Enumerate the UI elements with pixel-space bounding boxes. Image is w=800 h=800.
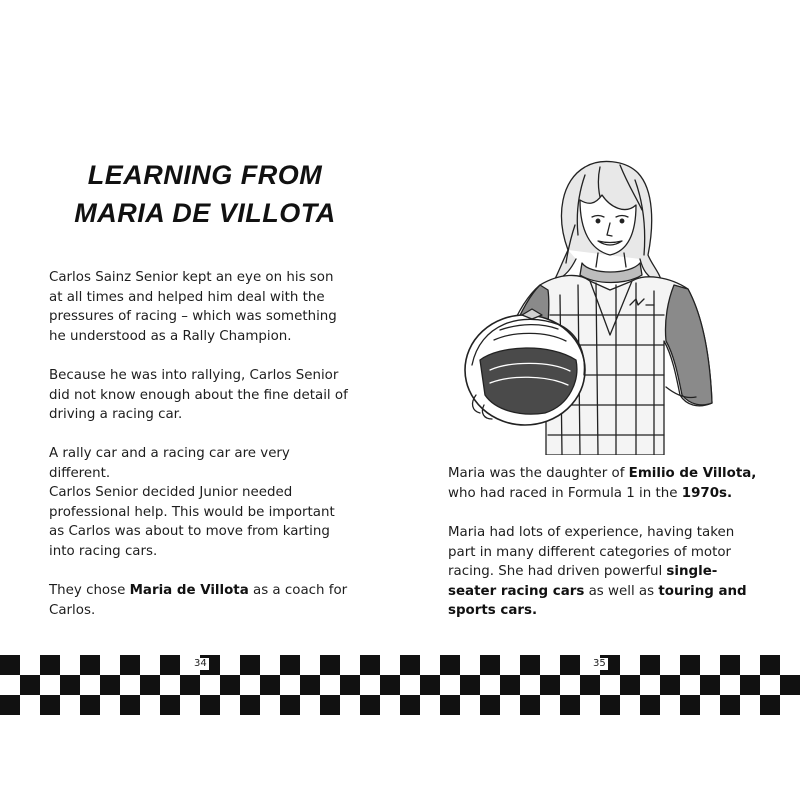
checker-square bbox=[460, 675, 480, 695]
checker-square bbox=[20, 675, 40, 695]
checker-square bbox=[60, 675, 80, 695]
checkered-flag-border bbox=[0, 655, 800, 715]
checker-square bbox=[720, 695, 740, 715]
checker-square bbox=[680, 655, 700, 675]
checker-square bbox=[200, 695, 220, 715]
title-line-2: MARIA DE VILLOTA bbox=[74, 198, 336, 228]
page-title bbox=[60, 156, 350, 232]
checker-square bbox=[580, 675, 600, 695]
checker-square bbox=[80, 655, 100, 675]
checker-square bbox=[240, 655, 260, 675]
checker-square bbox=[740, 675, 760, 695]
left-paragraph-4: Carlos Senior decided Junior needed professional help. This would be important as Carlos was about to move from karting into racing cars. bbox=[49, 485, 335, 559]
text-run: as a coach for Carlos. bbox=[49, 583, 348, 618]
checker-square bbox=[520, 655, 540, 675]
checker-square bbox=[220, 675, 240, 695]
left-paragraph-3: A rally car and a racing car are very different. bbox=[49, 446, 290, 481]
left-paragraph-1: Carlos Sainz Senior kept an eye on his son at all times and helped him deal with the pressures of racing – which was something he understood as a Rally Champion. bbox=[49, 270, 337, 344]
checker-square bbox=[620, 675, 640, 695]
checker-square bbox=[780, 675, 800, 695]
bold-decade: 1970s. bbox=[681, 485, 733, 501]
checker-square bbox=[280, 655, 300, 675]
checker-square bbox=[400, 695, 420, 715]
title-line-1: LEARNING FROM bbox=[87, 160, 323, 190]
checker-square bbox=[280, 695, 300, 715]
checker-square bbox=[640, 695, 660, 715]
checker-square bbox=[360, 695, 380, 715]
checker-square bbox=[480, 695, 500, 715]
page-number-left: 34 bbox=[194, 658, 207, 669]
checker-square bbox=[760, 695, 780, 715]
checker-square bbox=[380, 675, 400, 695]
checker-square bbox=[560, 695, 580, 715]
checker-square bbox=[0, 655, 20, 675]
right-paragraph-1 bbox=[448, 464, 758, 503]
left-paragraph-5 bbox=[49, 581, 349, 620]
checker-square bbox=[500, 675, 520, 695]
checker-square bbox=[700, 675, 720, 695]
checker-square bbox=[120, 695, 140, 715]
left-paragraph-2: Because he was into rallying, Carlos Senior did not know enough about the fine detail of driving a racing car. bbox=[49, 368, 348, 423]
checker-square bbox=[440, 695, 460, 715]
checker-square bbox=[160, 695, 180, 715]
text-run: Maria was the daughter of bbox=[448, 466, 629, 481]
checker-square bbox=[420, 675, 440, 695]
bold-term: touring and sports cars. bbox=[448, 583, 747, 619]
checker-square bbox=[540, 675, 560, 695]
checker-square bbox=[100, 675, 120, 695]
checker-square bbox=[520, 695, 540, 715]
checker-square bbox=[320, 655, 340, 675]
checker-square bbox=[760, 655, 780, 675]
text-run: who had raced in Formula 1 in the bbox=[448, 485, 682, 501]
checker-square bbox=[660, 675, 680, 695]
right-paragraph-2 bbox=[448, 523, 758, 621]
checker-square bbox=[320, 695, 340, 715]
page-number-right: 35 bbox=[593, 658, 606, 669]
text-run: Maria had lots of experience, having taken part in many different categories of motor racing. She had driven powerful bbox=[448, 525, 735, 580]
driver-portrait-illustration bbox=[450, 155, 740, 455]
checker-square bbox=[600, 695, 620, 715]
checker-square bbox=[260, 675, 280, 695]
checker-square bbox=[720, 655, 740, 675]
checker-square bbox=[300, 675, 320, 695]
checker-square bbox=[40, 655, 60, 675]
checker-square bbox=[160, 655, 180, 675]
checker-square bbox=[680, 695, 700, 715]
checker-square bbox=[360, 655, 380, 675]
checker-square bbox=[80, 695, 100, 715]
checker-square bbox=[440, 655, 460, 675]
bold-name: Maria de Villota bbox=[129, 583, 249, 598]
text-run: They chose bbox=[49, 583, 130, 598]
checker-square bbox=[120, 655, 140, 675]
bold-name: Emilio de Villota, bbox=[628, 466, 757, 481]
checker-square bbox=[40, 695, 60, 715]
checker-square bbox=[340, 675, 360, 695]
checker-square bbox=[400, 655, 420, 675]
checker-square bbox=[480, 655, 500, 675]
text-run: as well as bbox=[584, 583, 659, 599]
checker-square bbox=[180, 675, 200, 695]
checker-square bbox=[640, 655, 660, 675]
checker-square bbox=[560, 655, 580, 675]
checker-square bbox=[240, 695, 260, 715]
checker-square bbox=[140, 675, 160, 695]
checker-square bbox=[0, 695, 20, 715]
bold-term: single-seater racing cars bbox=[448, 564, 718, 599]
